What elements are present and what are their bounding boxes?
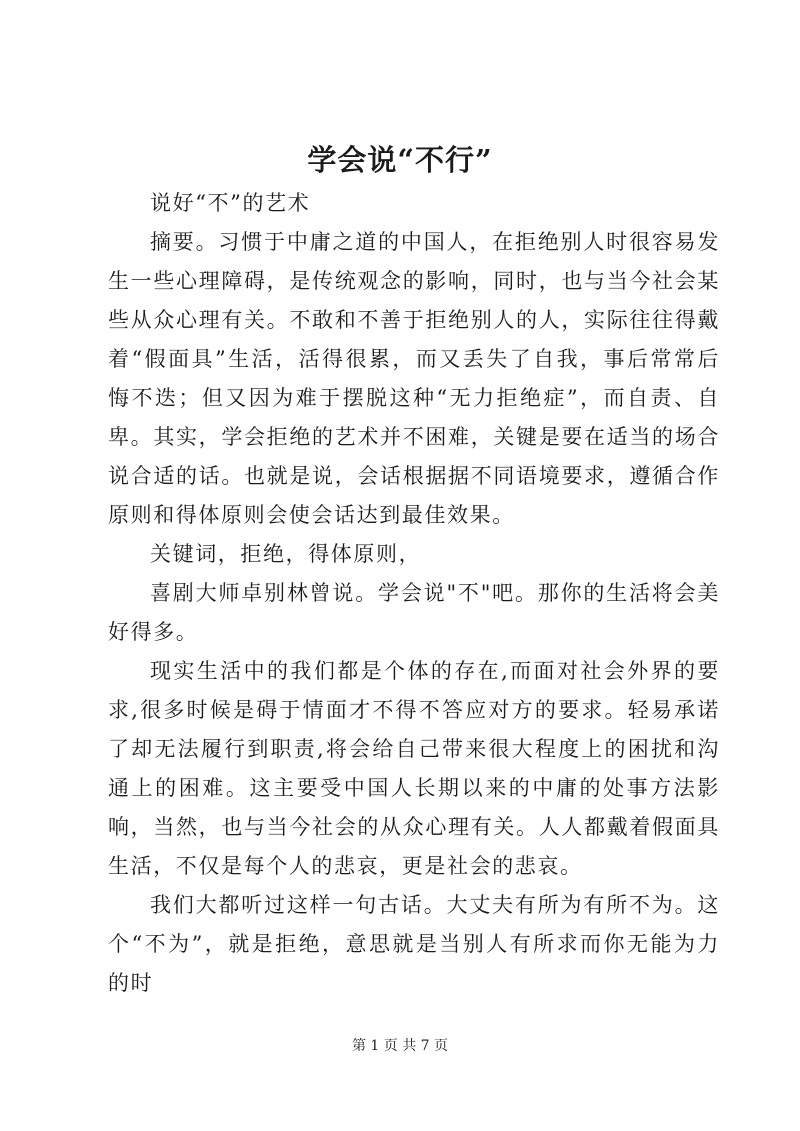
document-title: 学会说“不行” [307,143,493,177]
page-footer: 第 1 页 共 7 页 [351,1038,449,1054]
paragraph-keywords: 关键词，拒绝，得体原则， [150,542,422,566]
paragraph-abstract: 摘要。习惯于中庸之道的中国人，在拒绝别人时很容易发生一些心理障碍，是传统观念的影响，同时，也与当今社会某些从众心理有关。不敢和不善于拒绝别人的人，实际往往得戴着“假面具”生活，活得很累，而又丢失了自我，事后常常后悔不迭；但又因为难于摆脱这种“无力拒绝症”，而自责、自卑。其实，学会拒绝的艺术并不困难，关键是要在适当的场合说合适的话。也就是说，会话根据据不同语境要求，遵循合作原则和得体原则会使会话达到最佳效果。 [108,230,720,527]
paragraph-subtitle: 说好“不”的艺术 [150,191,311,215]
document-body [108,184,720,1003]
paragraph-body: 我们大都听过这样一句古话。大丈夫有所为有所不为。这个“不为”，就是拒绝，意思就是当别人有所求而你无能为力的时 [108,893,720,995]
paragraph-body: 现实生活中的我们都是个体的存在,而面对社会外界的要求,很多时候是碍于情面才不得不答应对方的要求。轻易承诺了却无法履行到职责,将会给自己带来很大程度上的困扰和沟通上的困难。这主要受中国人长期以来的中庸的处事方法影响，当然，也与当今社会的从众心理有关。人人都戴着假面具生活，不仅是每个人的悲哀，更是社会的悲哀。 [108,659,720,878]
paragraph-quote: 喜剧大师卓别林曾说。学会说"不"吧。那你的生活将会美好得多。 [108,581,720,644]
